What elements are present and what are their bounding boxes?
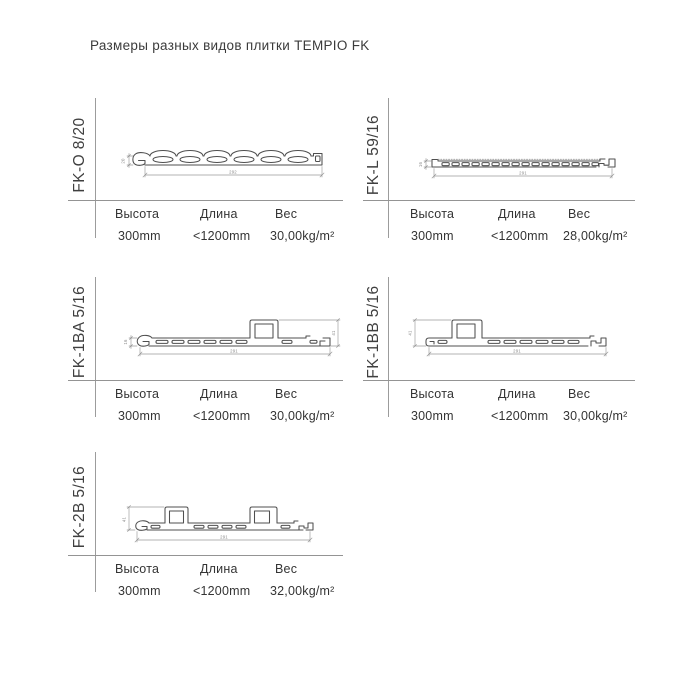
value-weight: 30,00kg/m²	[270, 409, 335, 423]
col-header-weight: Вес	[568, 207, 591, 221]
value-weight: 28,00kg/m²	[563, 229, 628, 243]
value-weight: 30,00kg/m²	[563, 409, 628, 423]
col-header-length: Длина	[200, 207, 238, 221]
section-fk1bb-label: FK-1BB 5/16	[365, 285, 382, 379]
dim-boxheight-fk2b: 41	[121, 516, 127, 523]
col-header-height: Высота	[115, 387, 160, 401]
col-header-weight: Вес	[275, 207, 298, 221]
section-fko-label: FK-O 8/20	[71, 117, 88, 193]
dim-boxheight-fk1ba: 41	[331, 330, 336, 336]
profile-drawing-fk1bb	[398, 310, 633, 360]
value-height: 300mm	[118, 229, 161, 243]
value-length: <1200mm	[491, 229, 549, 243]
col-header-weight: Вес	[275, 562, 298, 576]
profile-drawing-fko	[108, 144, 338, 186]
spec-table-fko	[105, 200, 375, 252]
section-fkl-label: FK-L 59/16	[365, 114, 382, 196]
dim-thickness-fk1ba: 16	[123, 339, 128, 345]
value-height: 300mm	[118, 409, 161, 423]
col-header-height: Высота	[115, 207, 160, 221]
value-length: <1200mm	[193, 409, 251, 423]
section-fk2b-vertical-rule	[95, 452, 96, 592]
dim-width-fko: 292	[229, 169, 237, 175]
dim-width-fkl: 291	[519, 170, 527, 176]
spec-table-fk2b	[105, 555, 375, 607]
col-header-length: Длина	[200, 387, 238, 401]
value-height: 300mm	[118, 584, 161, 598]
profile-drawing-fk1ba	[106, 310, 346, 360]
value-weight: 30,00kg/m²	[270, 229, 335, 243]
dim-width-fk1ba: 291	[230, 348, 238, 354]
profile-drawing-fk2b	[106, 500, 346, 552]
value-length: <1200mm	[491, 409, 549, 423]
dim-boxheight-fk1bb: 41	[407, 330, 413, 336]
section-fk1bb-vertical-rule	[388, 277, 389, 417]
col-header-height: Высота	[410, 387, 455, 401]
col-header-weight: Вес	[275, 387, 298, 401]
section-fko-vertical-rule	[95, 98, 96, 238]
value-height: 300mm	[411, 229, 454, 243]
section-fk1ba-vertical-rule	[95, 277, 96, 417]
profile-drawing-fkl	[404, 150, 632, 184]
spec-table-fkl	[400, 200, 670, 252]
section-fk2b-label: FK-2B 5/16	[71, 465, 88, 549]
value-height: 300mm	[411, 409, 454, 423]
dim-width-fk1bb: 291	[513, 348, 521, 354]
section-fk1ba-label: FK-1BA 5/16	[71, 285, 88, 379]
col-header-height: Высота	[115, 562, 160, 576]
dim-width-fk2b: 291	[220, 534, 228, 540]
value-length: <1200mm	[193, 584, 251, 598]
spec-table-fk1bb	[400, 380, 670, 432]
col-header-weight: Вес	[568, 387, 591, 401]
value-weight: 32,00kg/m²	[270, 584, 335, 598]
col-header-height: Высота	[410, 207, 455, 221]
col-header-length: Длина	[498, 207, 536, 221]
spec-table-fk1ba	[105, 380, 375, 432]
col-header-length: Длина	[200, 562, 238, 576]
value-length: <1200mm	[193, 229, 251, 243]
col-header-length: Длина	[498, 387, 536, 401]
page-title: Размеры разных видов плитки TEMPIO FK	[90, 38, 370, 53]
dim-thickness-fko: 20	[120, 158, 126, 164]
dim-thickness-fkl: 16	[418, 161, 423, 168]
section-fkl-vertical-rule	[388, 98, 389, 238]
